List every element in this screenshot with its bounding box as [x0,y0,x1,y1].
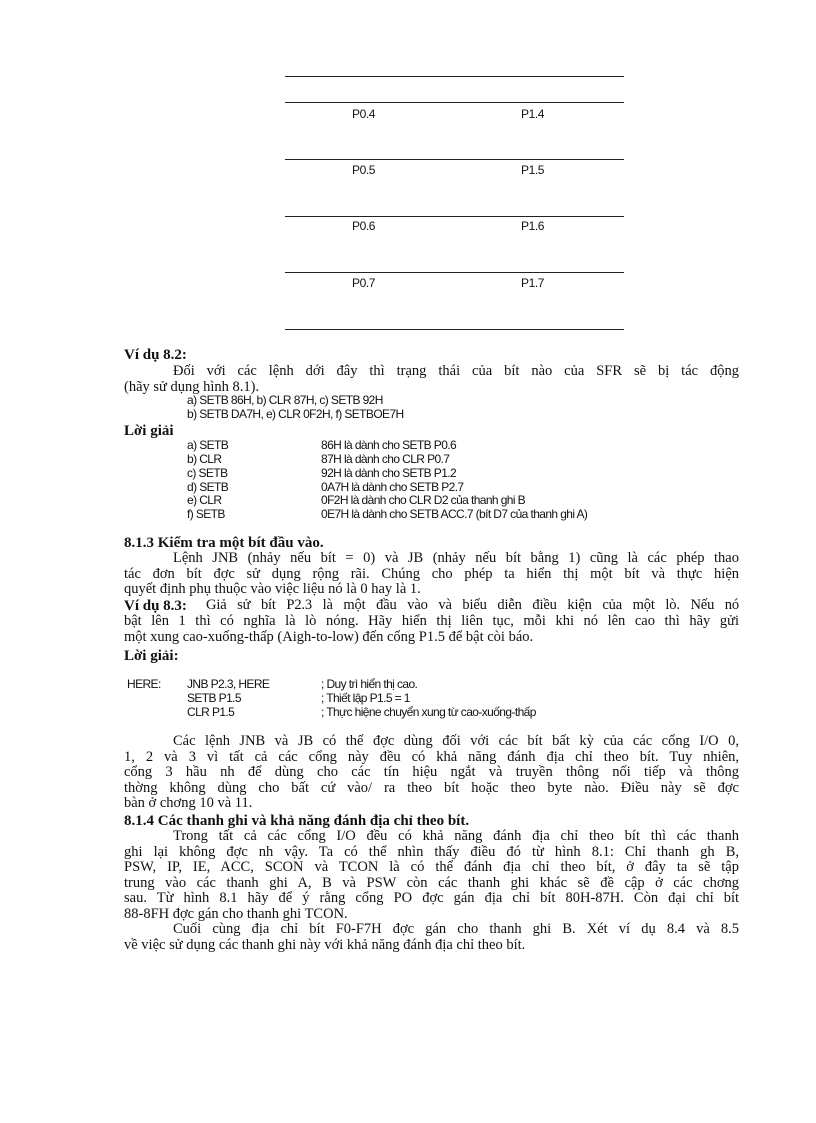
solution-desc: 92H là dành cho SETB P1.2 [321,466,457,480]
table-rule [285,102,624,103]
text-line: PSW, IP, IE, ACC, SCON và TCON là có thể đánh địa chỉ theo bít, ở đây ta sẽ tập [124,859,739,875]
table-cell: P0.7 [352,276,376,290]
example-8-2-options: b) SETB DA7H, e) CLR 0F2H, f) SETBOE7H [187,407,404,421]
text-line: quyết định phụ thuộc vào việc liệu nó là 0 hay là 1. [124,581,421,597]
text-line: thờng không dùng cho bất cứ vào/ ra theo bít hoặc theo byte nào. Điều này sẽ đợc [124,779,739,796]
text-line: bật lên 1 thì có nghĩa là lò nóng. Hãy hiển thị liên tục, mỗi khi nó lên cao thì hãy gửi [124,613,739,629]
text-line: Giả sử bít P2.3 là một đầu vào và biểu diễn điều kiện của một lò. Nếu nó [206,597,739,613]
text-line: Lệnh JNB (nhảy nếu bít = 0) và JB (nhảy nếu bít bằng 1) cũng là các phép thao [173,550,739,566]
code-instruction: SETB P1.5 [187,691,241,705]
example-8-3-solution-heading: Lời giải: [124,648,179,664]
code-label: HERE: [127,677,161,691]
example-8-2-options: a) SETB 86H, b) CLR 87H, c) SETB 92H [187,393,383,407]
text-line: Trong tất cả các cổng I/O đều có khả năng đánh địa chỉ theo bít thì các thanh [173,828,739,844]
jnb-paragraph [124,734,739,812]
text-line: 88-8FH đợc gán cho thanh ghi TCON. [124,905,348,922]
example-8-2-text [124,364,739,395]
solution-cmd: d) SETB [187,480,229,494]
code-instruction: CLR P1.5 [187,705,235,719]
table-cell: P0.6 [352,219,376,233]
table-cell: P1.5 [521,163,545,177]
solution-desc: 87H là dành cho CLR P0.7 [321,452,450,466]
text-line: bàn ở chơng 10 và 11. [124,795,253,811]
text-line: 1, 2 và 3 vì tất cả các cổng này đều có khả năng đánh địa chỉ theo bít. Tuy nhiên, [124,748,739,765]
section-8-1-3-heading: 8.1.3 Kiểm tra một bít đầu vào. [124,535,324,551]
solution-cmd: a) SETB [187,438,229,452]
code-comment: ; Duy trì hiển thị cao. [321,677,418,691]
section-8-1-3-text [124,551,739,598]
table-cell: P1.6 [521,219,545,233]
text-line: trung vào các thanh ghi A, B và PSW còn các thanh ghi khác sẽ đề cập ở các chơng [124,874,739,891]
table-cell: P1.7 [521,276,545,290]
solution-desc: 86H là dành cho SETB P0.6 [321,438,457,452]
solution-cmd: b) CLR [187,452,222,466]
example-8-3-heading: Ví dụ 8.3: [124,598,187,614]
text-line: Đối với các lệnh dới đây thì trạng thái của bít nào của SFR sẽ bị tác động [173,363,739,379]
code-comment: ; Thực hiệne chuyển xung từ cao-xuống-thấp [321,705,536,719]
table-rule [285,329,624,330]
table-cell: P1.4 [521,107,545,121]
code-instruction: JNB P2.3, HERE [187,677,270,691]
text-line: tác đơn bít đợc sử dụng rộng rãi. Chúng cho phép ta hiển thị một bít và thực hiện [124,565,739,582]
solution-desc: 0A7H là dành cho SETB P2.7 [321,480,464,494]
code-comment: ; Thiết lập P1.5 = 1 [321,691,410,705]
text-line: ghi lại không đợc nh vậy. Ta có thể nhìn thấy điều đó từ hình 8.1: Chỉ thanh gh B, [124,843,739,860]
table-rule [285,272,624,273]
table-rule [285,76,624,77]
example-8-3-text [124,614,739,645]
solution-desc: 0F2H là dành cho CLR D2 của thanh ghi B [321,493,526,507]
text-line: (hãy sử dụng hình 8.1). [124,378,260,395]
text-line: Cuối cùng địa chỉ bít F0-F7H đợc gán cho thanh ghi B. Xét ví dụ 8.4 và 8.5 [173,921,739,937]
solution-cmd: f) SETB [187,507,225,521]
solution-desc: 0E7H là dành cho SETB ACC.7 (bít D7 của thanh ghi A) [321,507,588,521]
text-line: cổng 3 hầu nh để dùng cho các tín hiệu ngắt và truyền thông nối tiếp và thông [124,764,739,780]
solution-cmd: e) CLR [187,493,222,507]
solution-cmd: c) SETB [187,466,228,480]
section-8-1-4-text [124,829,739,953]
table-rule [285,216,624,217]
text-line: một xung cao-xuống-thấp (Aigh-to-low) đến cổng P1.5 để bật còi báo. [124,628,534,645]
text-line: về việc sử dụng các thanh ghi này với khả năng đánh địa chỉ theo bít. [124,936,526,953]
solution-heading: Lời giải [124,423,174,439]
text-line: Các lệnh JNB và JB có thể đợc dùng đối với các bít bất kỳ của các cổng I/O 0, [173,733,739,749]
table-cell: P0.5 [352,163,376,177]
section-8-1-4-heading: 8.1.4 Các thanh ghi và khả năng đánh địa chỉ theo bít. [124,813,470,829]
text-line: sau. Từ hình 8.1 hãy để ý rằng cổng PO đợc gán địa chỉ bít 80H-87H. Còn đại chỉ bít [124,890,739,906]
table-rule [285,159,624,160]
table-cell: P0.4 [352,107,376,121]
example-8-2-heading: Ví dụ 8.2: [124,347,187,363]
